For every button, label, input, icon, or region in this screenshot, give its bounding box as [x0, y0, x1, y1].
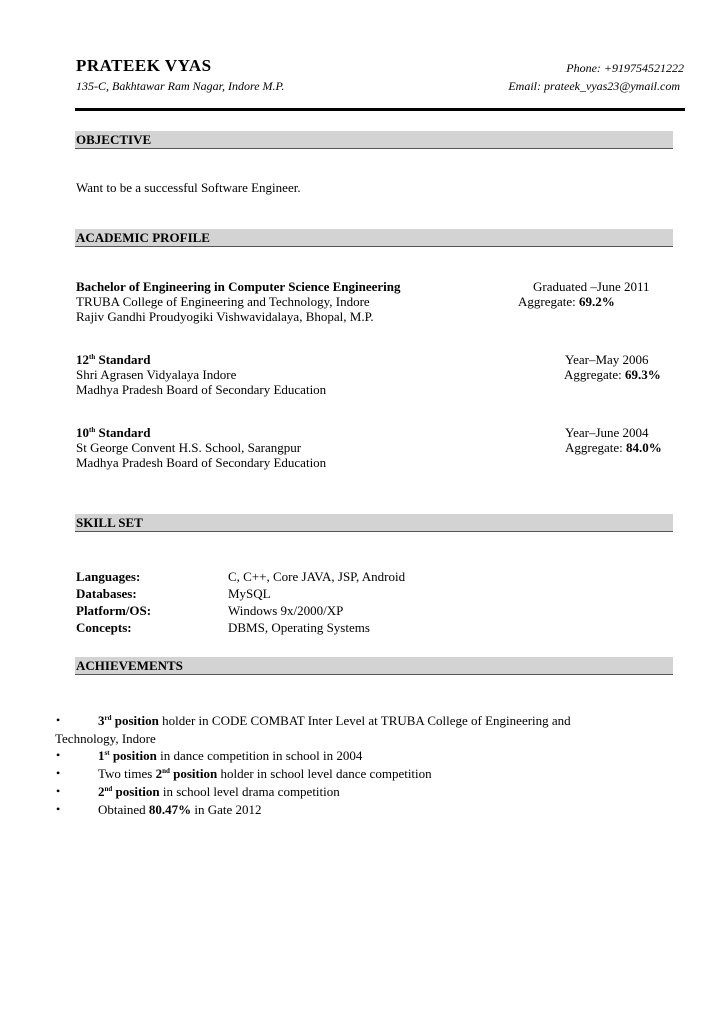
address: 135-C, Bakhtawar Ram Nagar, Indore M.P. [76, 79, 285, 93]
section-achievements [75, 657, 673, 675]
year: Year–June 2004 [565, 425, 649, 440]
institute: St George Convent H.S. School, Sarangpur [76, 440, 302, 455]
bullet: • [56, 748, 61, 762]
year: Year–May 2006 [565, 352, 649, 367]
section-title: OBJECTIVE [76, 132, 152, 147]
skill-value: MySQL [228, 586, 271, 601]
section-academic [75, 229, 673, 247]
bullet: • [56, 802, 61, 816]
bullet: • [56, 784, 61, 798]
achievement-text: Two times 2nd position holder in school level dance competition [98, 766, 432, 781]
phone: Phone: +919754521222 [566, 61, 684, 75]
aggregate: Aggregate: 84.0% [565, 440, 662, 455]
board: Rajiv Gandhi Proudyogiki Vishwavidalaya, Bhopal, M.P. [76, 309, 374, 324]
aggregate: Aggregate: 69.3% [564, 367, 661, 382]
bullet: • [56, 713, 61, 727]
section-title: ACADEMIC PROFILE [76, 230, 210, 245]
skill-value: DBMS, Operating Systems [228, 620, 370, 635]
achievement-text-continued: Technology, Indore [55, 731, 156, 746]
achievement-text: 2nd position in school level drama competition [98, 784, 340, 799]
skill-label: Languages: [76, 569, 141, 584]
skill-label: Concepts: [76, 620, 132, 635]
skill-label: Databases: [76, 586, 137, 601]
degree: 12th Standard [76, 352, 151, 367]
board: Madhya Pradesh Board of Secondary Education [76, 382, 327, 397]
board: Madhya Pradesh Board of Secondary Education [76, 455, 327, 470]
skill-value: Windows 9x/2000/XP [228, 603, 344, 618]
email: Email: prateek_vyas23@ymail.com [508, 79, 680, 93]
achievement-text: Obtained 80.47% in Gate 2012 [98, 802, 262, 817]
degree: Bachelor of Engineering in Computer Science Engineering [76, 279, 401, 294]
achievement-text: 1st position in dance competition in school in 2004 [98, 748, 363, 763]
objective-text: Want to be a successful Software Engineer. [76, 180, 301, 195]
bullet: • [56, 766, 61, 780]
institute: TRUBA College of Engineering and Technology, Indore [76, 294, 370, 309]
candidate-name: PRATEEK VYAS [76, 56, 212, 75]
institute: Shri Agrasen Vidyalaya Indore [76, 367, 237, 382]
section-title: ACHIEVEMENTS [76, 658, 183, 673]
section-skills [75, 514, 673, 532]
skill-value: C, C++, Core JAVA, JSP, Android [228, 569, 406, 584]
section-title: SKILL SET [76, 515, 143, 530]
skill-label: Platform/OS: [76, 603, 152, 618]
achievement-text: 3rd position holder in CODE COMBAT Inter Level at TRUBA College of Engineering and [98, 713, 571, 728]
degree: 10th Standard [76, 425, 151, 440]
header-rule [75, 108, 685, 111]
year: Graduated –June 2011 [533, 279, 650, 294]
section-objective [75, 131, 673, 149]
aggregate: Aggregate: 69.2% [518, 294, 615, 309]
